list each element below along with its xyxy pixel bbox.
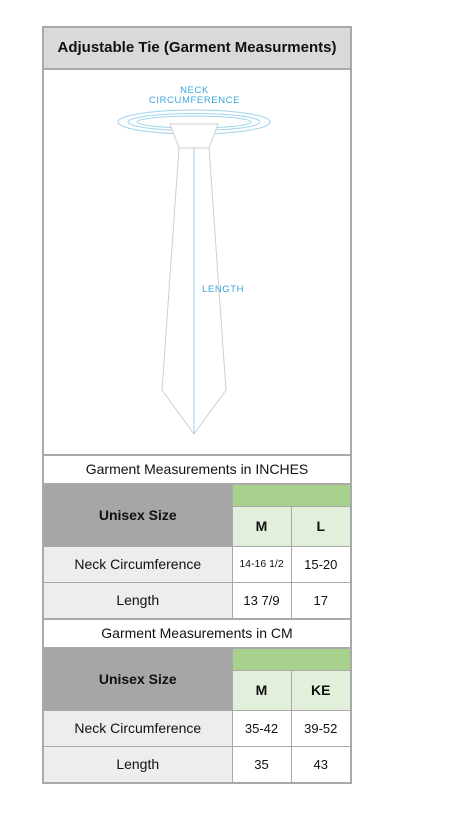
row-label-neck: Neck Circumference — [44, 546, 232, 582]
neck-value-ke: 39-52 — [291, 710, 350, 746]
size-band — [232, 649, 350, 670]
unisex-size-header: Unisex Size — [44, 649, 232, 710]
length-value-ke: 43 — [291, 746, 350, 782]
length-label: LENGTH — [202, 284, 245, 295]
inches-heading: Garment Measurements in INCHES — [44, 456, 350, 485]
size-m: M — [232, 670, 291, 710]
neck-circumference-label: NECK CIRCUMFERENCE — [148, 85, 241, 106]
neck-value-m: 35-42 — [232, 710, 291, 746]
cm-heading: Garment Measurements in CM — [44, 618, 350, 649]
size-chart — [42, 26, 352, 784]
size-band — [232, 485, 350, 506]
table-row — [44, 746, 350, 782]
neck-value-l: 15-20 — [291, 546, 350, 582]
row-label-length: Length — [44, 582, 232, 618]
length-value-m: 35 — [232, 746, 291, 782]
tie-diagram — [44, 70, 350, 456]
chart-title: Adjustable Tie (Garment Measurments) — [44, 28, 350, 70]
inches-table — [44, 485, 350, 618]
tie-knot — [170, 124, 218, 148]
unisex-size-header: Unisex Size — [44, 485, 232, 546]
size-l: L — [291, 506, 350, 546]
tie-illustration — [44, 70, 350, 454]
neck-value-m: 14-16 1/2 — [232, 546, 291, 582]
size-ke: KE — [291, 670, 350, 710]
size-m: M — [232, 506, 291, 546]
length-value-l: 17 — [291, 582, 350, 618]
table-row — [44, 546, 350, 582]
table-row — [44, 710, 350, 746]
row-label-length: Length — [44, 746, 232, 782]
length-value-m: 13 7/9 — [232, 582, 291, 618]
row-label-neck: Neck Circumference — [44, 710, 232, 746]
table-row — [44, 582, 350, 618]
cm-table — [44, 649, 350, 782]
